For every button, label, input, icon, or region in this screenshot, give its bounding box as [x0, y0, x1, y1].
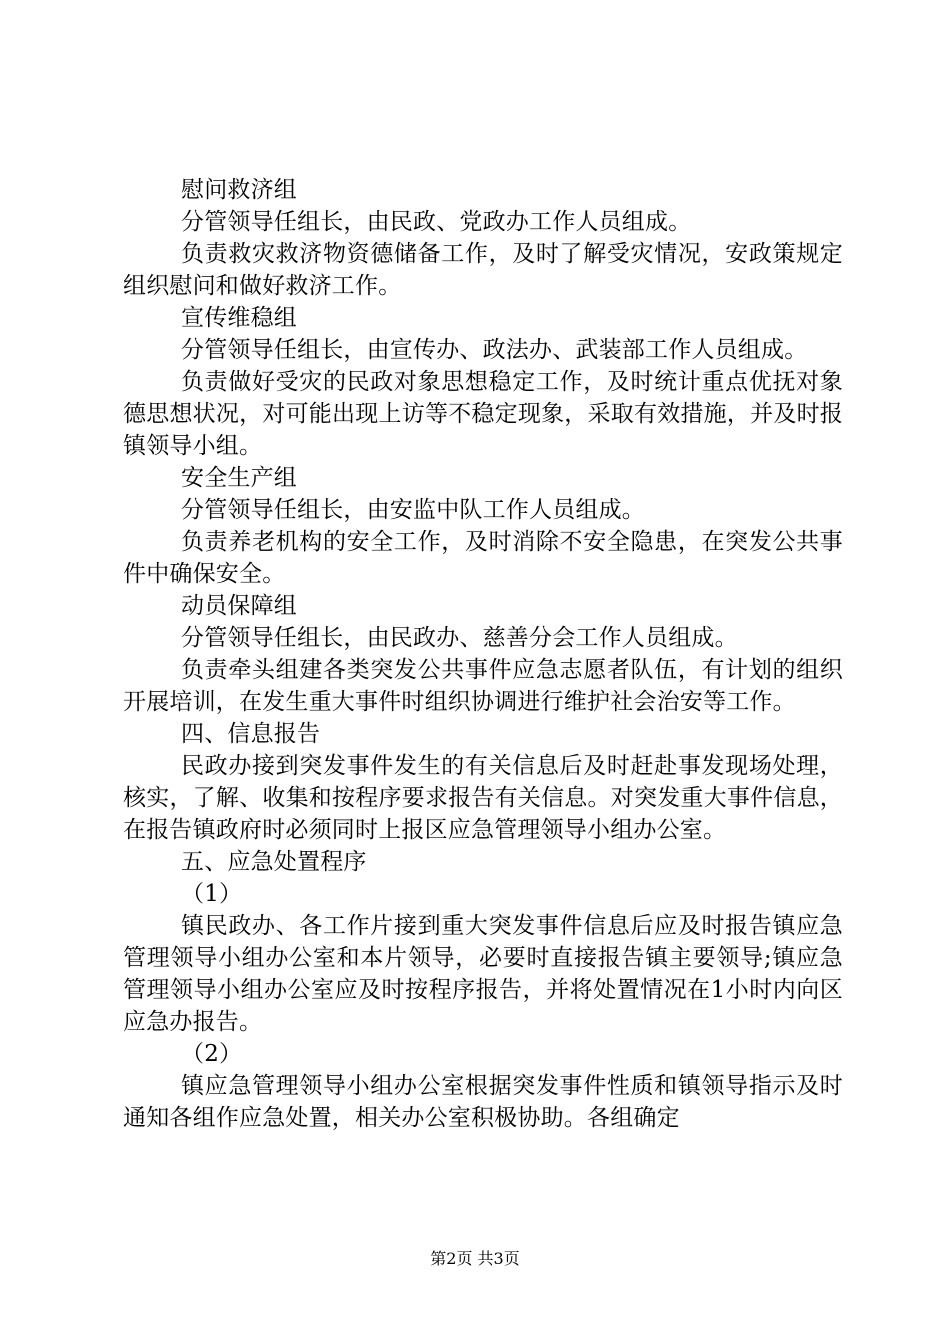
paragraph: 负责养老机构的安全工作，及时消除不安全隐患，在突发公共事件中确保安全。 — [123, 529, 843, 587]
section-heading-safety-production: 安全生产组 — [181, 465, 297, 491]
numbered-item-label: （2） — [181, 1041, 243, 1067]
section-heading-mobilization-support: 动员保障组 — [181, 593, 297, 619]
paragraph: 民政办接到突发事件发生的有关信息后及时赶赴事发现场处理，核实，了解、收集和按程序要求报告有关信息。对突发重大事件信息，在报告镇政府时必须同时上报区应急管理领导小组办公室。 — [123, 753, 843, 843]
paragraph: 镇民政办、各工作片接到重大突发事件信息后应及时报告镇应急管理领导小组办公室和本片领导，必要时直接报告镇主要领导;镇应急管理领导小组办公室应及时按程序报告，并将处置情况在1小时内向区应急办报告。 — [123, 913, 843, 1035]
numbered-item-label: （1） — [181, 881, 243, 907]
section-heading-emergency-procedure: 五、应急处置程序 — [181, 849, 367, 875]
paragraph: 负责救灾救济物资德储备工作，及时了解受灾情况，安政策规定组织慰问和做好救济工作。 — [123, 241, 843, 299]
paragraph: 负责牵头组建各类突发公共事件应急志愿者队伍，有计划的组织开展培训，在发生重大事件时组织协调进行维护社会治安等工作。 — [123, 657, 843, 715]
section-heading-publicity-stability: 宣传维稳组 — [181, 305, 297, 331]
paragraph: 分管领导任组长，由民政、党政办工作人员组成。 — [181, 209, 692, 235]
paragraph: 分管领导任组长，由安监中队工作人员组成。 — [181, 497, 645, 523]
paragraph: 分管领导任组长，由宣传办、政法办、武装部工作人员组成。 — [181, 337, 808, 363]
document-body — [123, 174, 843, 1134]
paragraph: 镇应急管理领导小组办公室根据突发事件性质和镇领导指示及时通知各组作应急处置，相关办公室积极协助。各组确定 — [123, 1073, 843, 1131]
section-heading-information-report: 四、信息报告 — [181, 721, 321, 747]
page-footer — [0, 1249, 950, 1269]
section-heading-comfort-relief: 慰问救济组 — [181, 177, 297, 203]
paragraph: 负责做好受灾的民政对象思想稳定工作，及时统计重点优抚对象德思想状况，对可能出现上访等不稳定现象，采取有效措施，并及时报镇领导小组。 — [123, 369, 843, 459]
page-number-text: 第2页 共3页 — [430, 1249, 520, 1268]
paragraph: 分管领导任组长，由民政办、慈善分会工作人员组成。 — [181, 625, 738, 651]
